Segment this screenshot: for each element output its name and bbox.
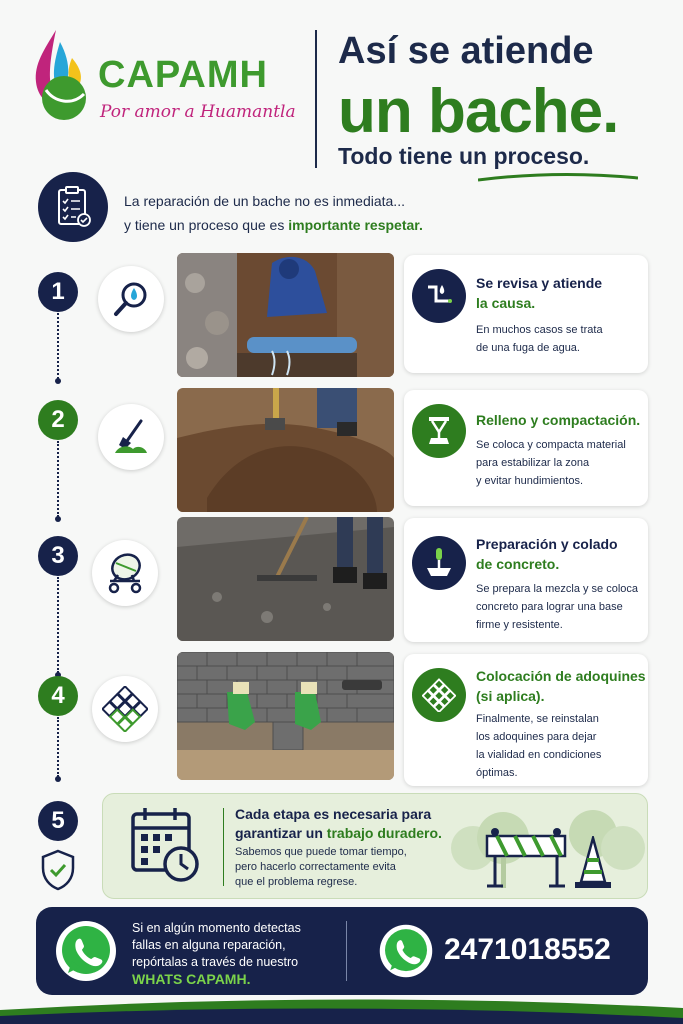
phone-number[interactable]: 2471018552: [444, 933, 611, 966]
logo-tagline: Por amor a Huamantla: [100, 102, 296, 122]
step-2-desc-2: para estabilizar la zona: [476, 457, 590, 469]
pipe-leak-icon: [412, 269, 466, 323]
step-card-2: [404, 390, 648, 506]
step-4-desc-2: los adoquines para dejar: [476, 731, 597, 743]
step-3-desc-2: concreto para lograr una base: [476, 601, 623, 613]
header-divider: [315, 30, 317, 168]
timeline-connector: [57, 313, 59, 379]
footer-divider: [346, 921, 347, 981]
step-card-1: [404, 255, 648, 373]
photo-pouring-concrete: [177, 517, 394, 641]
traffic-cone-icon: [573, 836, 613, 890]
step-5-desc-3: que el problema regrese.: [235, 876, 358, 888]
road-barrier-icon: [481, 826, 571, 890]
footer-contact-bar: [36, 907, 648, 995]
footer-text-1: Si en algún momento detectas: [132, 921, 301, 935]
title-line-1: Así se atiende: [338, 30, 594, 72]
step-4-title-b: (si aplica).: [476, 688, 545, 704]
intro-text-line-2: y tiene un proceso que es importante respetar.: [124, 217, 423, 233]
paving-tiles-icon: [92, 676, 158, 742]
step-3-title-a: Preparación y colado: [476, 536, 618, 552]
step-5-desc-2: pero hacerlo correctamente evita: [235, 861, 396, 873]
intro-highlight: importante respetar.: [288, 217, 423, 233]
shovel-soil-icon: [98, 404, 164, 470]
step-4-desc-3: la vialidad en condiciones: [476, 749, 602, 761]
step-number-3: 3: [38, 536, 78, 576]
step-3-desc-1: Se prepara la mezcla y se coloca: [476, 583, 639, 595]
photo-laying-paving-stones: [177, 652, 394, 780]
step-2-desc-3: y evitar hundimientos.: [476, 475, 583, 487]
timeline-dot: [55, 378, 61, 384]
timeline-dot: [55, 516, 61, 522]
compactor-icon: [412, 404, 466, 458]
step-5-divider: [223, 808, 224, 886]
footer-text-2: fallas en alguna reparación,: [132, 938, 286, 952]
step-number-2: 2: [38, 400, 78, 440]
step-1-title-a: Se revisa y atiende: [476, 275, 603, 291]
title-line-3: Todo tiene un proceso.: [338, 143, 590, 169]
intro-text-line-1: La reparación de un bache no es inmediata...: [124, 193, 405, 209]
shield-check-icon: [38, 848, 78, 892]
step-1-desc-2: de una fuga de agua.: [476, 342, 580, 354]
timeline-connector: [57, 441, 59, 517]
title-underline: [478, 172, 638, 182]
whatsapp-phone-icon[interactable]: [378, 923, 434, 979]
step-1-title-b: la causa.: [476, 295, 536, 311]
title-line-2: un bache.: [338, 77, 619, 146]
step-2-desc-1: Se coloca y compacta material: [476, 439, 626, 451]
step-4-desc-1: Finalmente, se reinstalan: [476, 713, 599, 725]
timeline-connector: [57, 577, 59, 673]
step-2-title: Relleno y compactación.: [476, 412, 641, 428]
trowel-icon: [412, 536, 466, 590]
footer-whats-capamh: WHATS CAPAMH.: [132, 971, 251, 987]
step-4-desc-4: óptimas.: [476, 767, 518, 779]
step-5-title-2: garantizar un trabajo duradero.: [235, 825, 442, 841]
step-card-4: [404, 654, 648, 786]
step-5-highlight: trabajo duradero.: [326, 825, 442, 841]
step-1-desc-1: En muchos casos se trata: [476, 324, 603, 336]
step-number-5: 5: [38, 801, 78, 841]
tiles-icon: [412, 668, 466, 722]
bottom-decoration: [0, 990, 683, 1024]
whatsapp-icon[interactable]: [54, 919, 118, 983]
step-3-desc-3: firme y resistente.: [476, 619, 563, 631]
calendar-clock-icon: [129, 804, 205, 886]
step-4-title-a: Colocación de adoquines: [476, 668, 646, 684]
step-number-1: 1: [38, 272, 78, 312]
footer-text-3: repórtalas a través de nuestro: [132, 955, 299, 969]
timeline-connector: [57, 717, 59, 777]
step-3-title-b: de concreto.: [476, 556, 560, 572]
timeline-dot: [55, 776, 61, 782]
step-5-panel: [102, 793, 648, 899]
capamh-logo-icon: [26, 28, 94, 122]
step-5-desc-1: Sabemos que puede tomar tiempo,: [235, 846, 407, 858]
step-5-title-1: Cada etapa es necesaria para: [235, 806, 432, 822]
photo-worker-repairing-pipe: [177, 253, 394, 377]
step-card-3: [404, 518, 648, 642]
step-number-4: 4: [38, 676, 78, 716]
logo-wordmark: CAPAMH: [98, 54, 268, 96]
concrete-mixer-icon: [92, 540, 158, 606]
magnifier-water-drop-icon: [98, 266, 164, 332]
clipboard-checklist-icon: [38, 172, 108, 242]
photo-filling-trench: [177, 388, 394, 512]
